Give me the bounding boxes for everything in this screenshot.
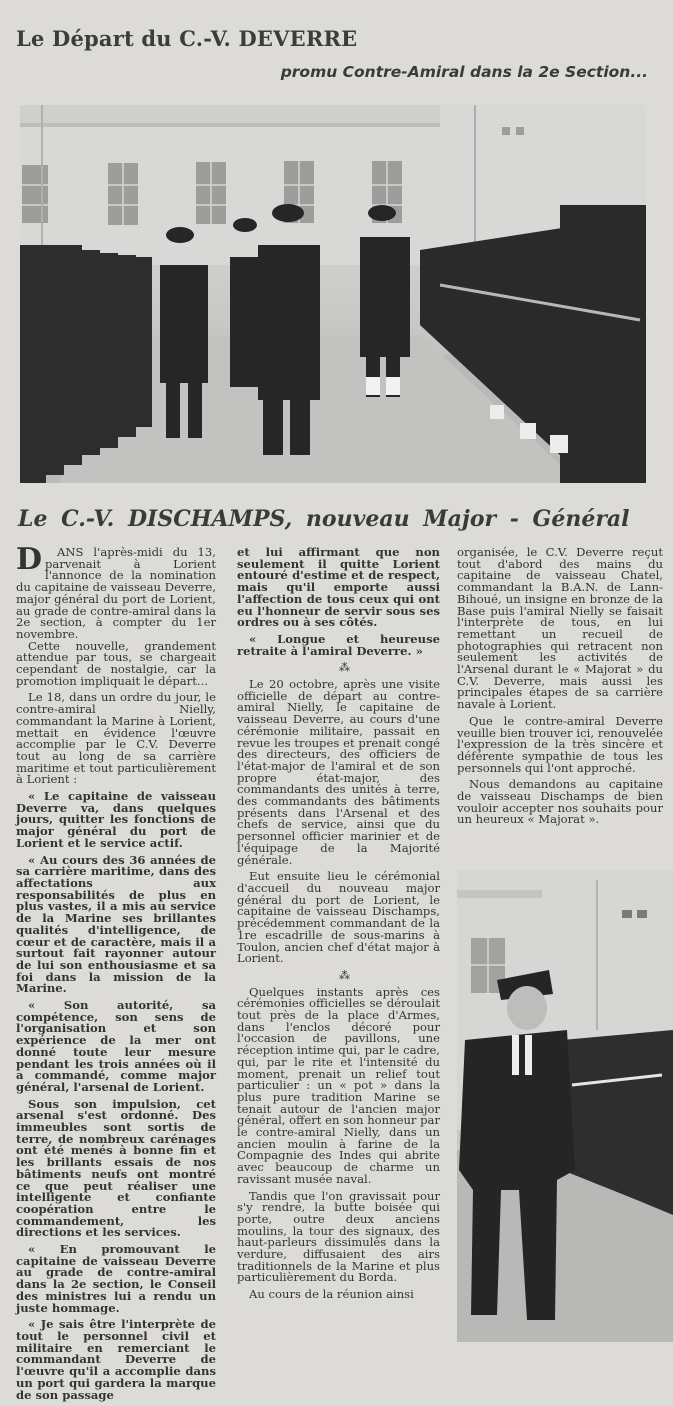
paragraph: Nous demandons au capitaine de vaisseau Dischamps de bien vouloir accepter nos souhaits pour un heureux « Majorat ». [457,777,663,827]
article-column-3 [457,547,663,831]
quote-paragraph: « En promouvant le capitaine de vaisseau Deverre au grade de contre-amiral dans la 2e section, le Conseil des ministres lui a rendu un juste hommage. [16,1242,216,1315]
headline-subtitle: promu Contre-Amiral dans la 2e Section... [280,63,648,81]
quote-paragraph: « Son autorité, sa compétence, son sens de l'organisation et son expérience de la mer ont donné toute leur mesure pendant les trois années où il a commandé, comme major général, l'arsenal de Lorient. [16,998,216,1094]
quote-paragraph: « Au cours des 36 années de sa carrière maritime, dans des affectations aux responsabilités de plus en plus vastes, il a mis au service de la Marine ses brillantes qualités d'intelligence, de cœur et de caractère, mais il a surtout fait rayonner autour de lui son enthousiasme et sa foi dans la mission de la Marine. [16,852,216,996]
paragraph: organisée, le C.V. Deverre reçut tout d'abord des mains du capitaine de vaisseau Chatel, commandant la B.A.N. de Lann-Bihoué, un insigne en bronze de la Base puis l'amiral Nielly se faisait l'interprète de tous, en lui remettant un recueil de photographies qui retracent non seulement les activités de l'Arsenal durant le « Majorat » du C.V. Deverre, mais aussi les principales étapes de sa carrière navale à Lorient. [457,545,663,712]
troop-review-illustration [20,105,646,483]
paragraph: Au cours de la réunion ainsi [249,1287,414,1302]
section-separator-asterism: ⁂ [339,661,350,675]
paragraph: Cette nouvelle, grandement attendue par tous, se chargeait cependant de nostalgie, car la promotion impliquait le départ... [16,638,216,688]
officer-walking-illustration [457,870,673,1342]
paragraph: D ANS l'après-midi du 13, parvenait à Lorient l'annonce de la nomination du capitaine de vaisseau Deverre, major général du port de Lorient, au grade de contre-amiral dans la 2e section, à compter du 1er novembre. [16,547,216,641]
headline-new-major-general: Le C.-V. DISCHAMPS, nouveau Major - Général [18,506,630,532]
quote-paragraph: Sous son impulsion, cet arsenal s'est ordonné. Des immeubles sont sortis de terre, de nombreux carénages ont été menés à bonne fin et les brillants essais de nos bâtiments neufs ont montré ce que peut réaliser une intelligente et confiante coopération entre le commandement, les directions et les services. [16,1096,216,1240]
paragraph: Eut ensuite lieu le cérémonial d'accueil du nouveau major général du port de Lorient, le capitaine de vaisseau Dischamps, précédemment commandant de la 1re escadrille de sous-marins à Toulon, ancien chef d'état major à Lorient. [237,869,440,966]
paragraph: Tandis que l'on gravissait pour s'y rendre, la butte boisée qui porte, outre deux anciens moulins, la tour des signaux, des haut-parleurs dissimulés dans la verdure, diffusaient des airs traditionnels de la Marine et plus particulièrement du Borda. [237,1188,440,1285]
paragraph: Quelques instants après ces cérémonies officielles se déroulait tout près de la place d'Armes, dans l'enclos décoré pour l'occasion de pavillons, une réception intime qui, par le cadre, qui, par le rite et l'intensité du moment, prenait un relief tout particulier : un « pot » dans la plus pure tradition Marine se tenait autour de l'ancien major général, offert en son honneur par le contre-amiral Nielly, dans un ancien moulin à farine de la Compagnie des Indes qui abrite avec beaucoup de charme un ravissant musée naval. [237,984,441,1186]
quote-paragraph: « Le capitaine de vaisseau Deverre va, dans quelques jours, quitter les fonctions de major général du port de Lorient et le service actif. [16,789,216,850]
headline-departure: Le Départ du C.-V. DEVERRE [16,26,358,51]
paragraph: Que le contre-amiral Deverre veuille bien trouver ici, renouvelée l'expression de la très sincère et déférente sympathie de tous les personnels qui l'ont approché. [457,713,663,775]
quote-paragraph: et lui affirmant que non seulement il quitte Lorient entouré d'estime et de respect, mais qu'il emporte aussi l'affection de tous ceux qui ont eu l'honneur de servir sous ses ordres ou à ses côtés. [237,545,440,630]
photo-officer-walking [457,870,673,1342]
article-column-1 [16,542,216,1406]
article-column-2 [237,547,440,1306]
photo-troop-review [20,105,646,483]
quote-paragraph: « Longue et heureuse retraite à l'amiral Deverre. » [237,631,440,658]
drop-cap: D [16,542,43,577]
paragraph: Le 20 octobre, après une visite officielle de départ au contre-amiral Nielly, le capitaine de vaisseau Deverre, au cours d'une cérémonie militaire, passait en revue les troupes et prenait congé des directeurs, des officiers de l'état-major de l'amiral et de son propre état-major, des commandants des unités à terre, des commandants des bâtiments présents dans l'Arsenal et des chefs de service, ainsi que du personnel officier marinier et de l'équipage de la Majorité générale. [237,677,440,867]
paragraph: Le 18, dans un ordre du jour, le contre-amiral Nielly, commandant la Marine à Lorient, mettait en évidence l'œuvre accomplie par le C.V. Deverre tout au long de sa carrière maritime et tout particulièrement à Lorient : [16,690,216,787]
section-separator-asterism: ⁂ [339,968,350,982]
quote-paragraph: « Je sais être l'interprète de tout le personnel civil et militaire en remerciant le commandant Deverre de l'œuvre qu'il a accomplie dans un port qui gardera la marque de son passage [16,1317,216,1402]
